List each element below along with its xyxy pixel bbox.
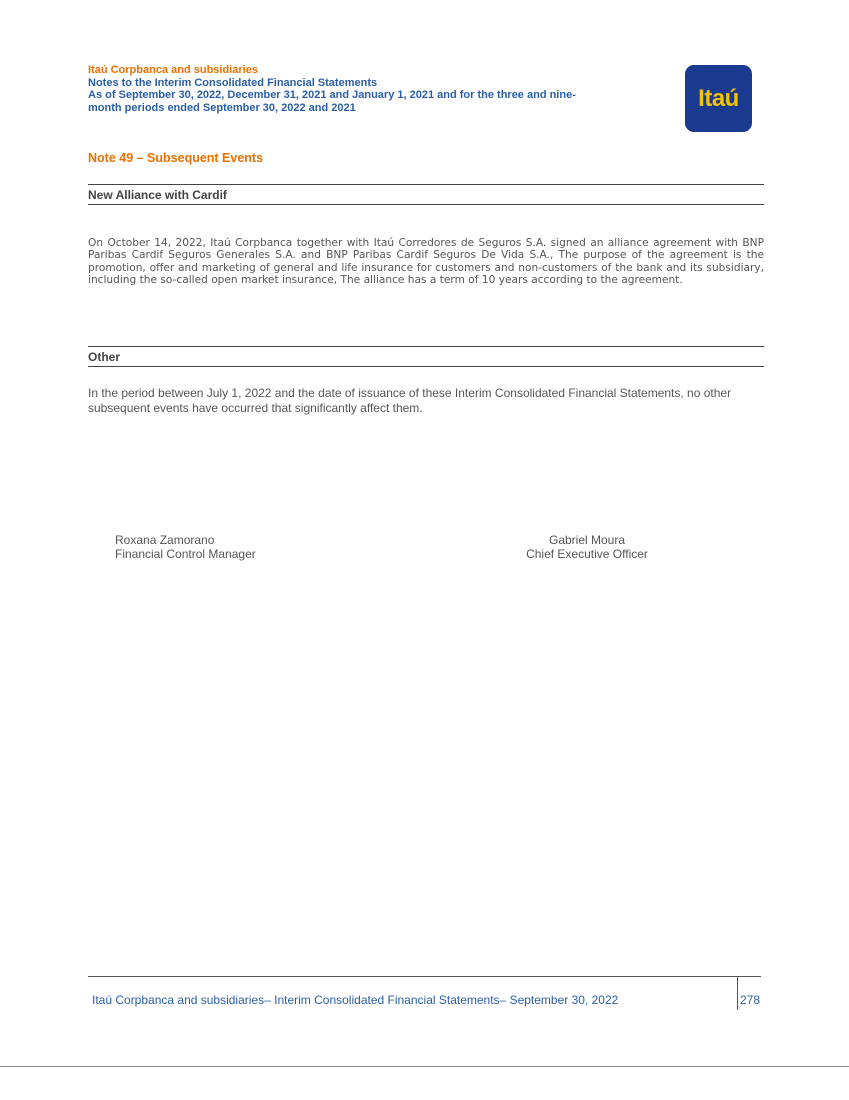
signature-title: Chief Executive Officer — [526, 547, 648, 561]
page-number: 278 — [740, 993, 761, 1007]
section-paragraph-cardif: On October 14, 2022, Itaú Corpbanca together with Itaú Corredores de Seguros S.A. signed an alliance agreement with BNP Paribas Cardif Seguros Generales S.A. and BNP Paribas Cardif Seguros De Vida S.A., The purpose of the agreement is the promotion, offer and marketing of general and life insurance for customers and non-customers of the bank and its subsidiary, including the so-called open market insurance, The alliance has a term of 10 years according to the agreement. — [88, 237, 764, 286]
section-paragraph-other: In the period between July 1, 2022 and the date of issuance of these Interim Consolidated Financial Statements, no other subsequent events have occurred that significantly affect them. — [88, 386, 732, 415]
footer-text: Itaú Corpbanca and subsidiaries– Interim Consolidated Financial Statements– September 30, 2022 — [92, 993, 619, 1007]
signature-name: Roxana Zamorano — [115, 533, 215, 547]
header-line-3: month periods ended September 30, 2022 and 2021 — [88, 101, 356, 114]
footer-divider — [88, 976, 761, 977]
section-heading-other: Other — [88, 346, 764, 367]
itau-logo — [685, 65, 752, 132]
page-bottom-edge — [0, 1066, 849, 1067]
signature-title: Financial Control Manager — [115, 547, 256, 561]
signature-block-left — [115, 533, 256, 561]
signature-block-right — [516, 533, 658, 561]
document-header — [88, 64, 668, 114]
footer-vertical-divider — [737, 976, 738, 1010]
header-line-2: As of September 30, 2022, December 31, 2021 and January 1, 2021 and for the three and nine- — [88, 89, 576, 101]
header-line-1: Notes to the Interim Consolidated Financial Statements — [88, 76, 378, 89]
logo-text: Itaú — [698, 84, 739, 112]
signature-name: Gabriel Moura — [548, 533, 626, 547]
section-heading-cardif: New Alliance with Cardif — [88, 184, 764, 205]
header-company: Itaú Corpbanca and subsidiaries — [88, 64, 258, 76]
note-title: Note 49 – Subsequent Events — [88, 151, 264, 165]
